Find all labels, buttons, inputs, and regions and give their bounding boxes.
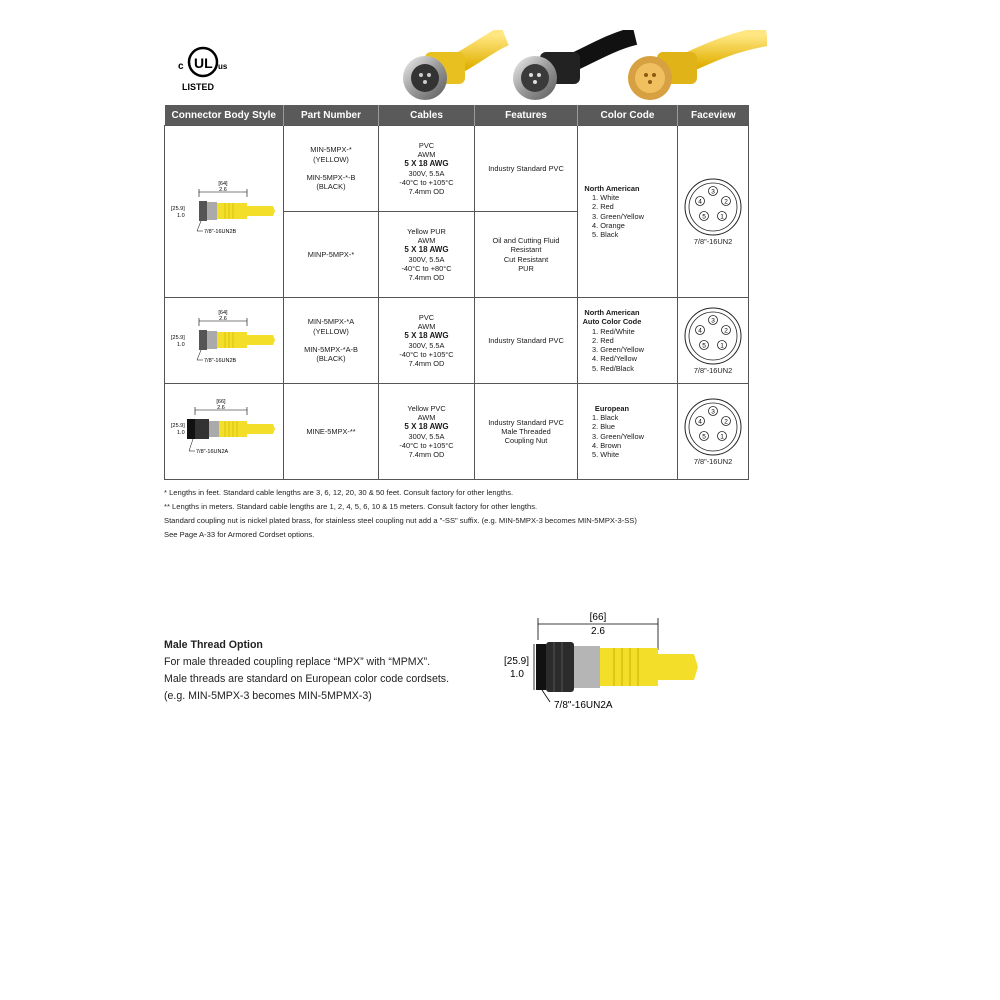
svg-text:LISTED: LISTED (182, 82, 215, 92)
cable-od: 7.4mm OD (408, 273, 445, 283)
svg-text:1.0: 1.0 (177, 342, 185, 349)
part-number: MIN-5MPX-*-B (306, 173, 356, 183)
svg-text:1: 1 (720, 342, 724, 350)
cable-material: PVC (418, 312, 435, 322)
svg-text:1.0: 1.0 (177, 213, 185, 220)
ul-listed-logo (172, 38, 234, 96)
cable-temp: -40°C to +80°C (401, 263, 452, 273)
color-code-cell (578, 384, 678, 480)
faceview-cell (678, 384, 749, 480)
svg-text:us: us (218, 62, 228, 71)
svg-text:[25.9]: [25.9] (171, 335, 185, 342)
feature-text: Cut Resistant (503, 254, 549, 264)
feature-text: Coupling Nut (504, 436, 548, 446)
color-code-subtitle: Auto Color Code (582, 317, 642, 327)
svg-text:[25.9]: [25.9] (504, 656, 530, 667)
header-connector-body-style: Connector Body Style (165, 105, 284, 126)
color-code-item: 3. Green/Yellow (592, 345, 644, 355)
cable-rating: AWM (417, 149, 436, 159)
color-code-item: 5. Black (592, 230, 619, 240)
svg-text:2: 2 (724, 418, 728, 426)
svg-text:7/8"-16UN2B: 7/8"-16UN2B (204, 358, 237, 365)
header-cables: Cables (379, 105, 475, 126)
faceview-cell (678, 298, 749, 384)
svg-text:7/8"-16UN2B: 7/8"-16UN2B (204, 229, 237, 236)
part-color: (BLACK) (316, 354, 346, 364)
cable-voltage: 300V, 5.5A (408, 431, 445, 441)
svg-text:1.0: 1.0 (510, 669, 524, 680)
part-number-cell (284, 212, 379, 298)
part-number: MINE-5MPX-** (306, 426, 356, 436)
svg-text:3: 3 (711, 408, 715, 416)
cable-voltage: 300V, 5.5A (408, 254, 445, 264)
part-color: (BLACK) (316, 182, 346, 192)
header-color-code: Color Code (578, 105, 678, 126)
connector-diagram-right-angle (169, 304, 279, 374)
faceview-label: 7/8"-16UN2 (693, 236, 733, 246)
part-number-cell (284, 384, 379, 480)
header-faceview: Faceview (678, 105, 749, 126)
color-code-item: 1. Red/White (592, 326, 635, 336)
male-thread-text: (e.g. MIN-5MPX-3 becomes MIN-5MPMX-3) (164, 690, 372, 702)
feature-text: Industry Standard PVC (488, 335, 564, 345)
svg-text:3: 3 (711, 317, 715, 325)
svg-text:3: 3 (711, 188, 715, 196)
feature-text: PUR (518, 263, 534, 273)
male-thread-option (164, 637, 449, 705)
table-header-row (165, 105, 749, 126)
color-code-item: 1. White (592, 192, 620, 202)
cable-od: 7.4mm OD (408, 359, 445, 369)
footnote: See Page A-33 for Armored Cordset options. (164, 530, 315, 539)
male-thread-text: Male threads are standard on European color code cordsets. (164, 673, 450, 685)
faceview-diagram (683, 306, 743, 366)
footnote: * Lengths in feet. Standard cable lengths are 3, 6, 12, 20, 30 & 50 feet. Consult factory for other lengths. (164, 488, 514, 497)
svg-text:4: 4 (698, 198, 702, 206)
feature-text: Oil and Cutting Fluid (492, 235, 560, 245)
features-cell (475, 298, 578, 384)
cables-cell (379, 212, 475, 298)
color-code-item: 1. Black (592, 412, 619, 422)
cables-cell (379, 298, 475, 384)
svg-text:[64]: [64] (218, 310, 228, 317)
svg-text:[64]: [64] (218, 181, 228, 188)
color-code-item: 4. Orange (592, 220, 625, 230)
footnotes (164, 486, 637, 542)
svg-text:1: 1 (720, 433, 724, 441)
color-code-item: 3. Green/Yellow (592, 431, 644, 441)
header-features: Features (475, 105, 578, 126)
feature-text: Resistant (510, 245, 542, 255)
svg-text:5: 5 (702, 213, 706, 221)
cables-cell (379, 384, 475, 480)
part-number: MIN-5MPX-*A (307, 317, 355, 327)
color-code-item: 3. Green/Yellow (592, 211, 644, 221)
male-thread-connector-diagram (496, 604, 700, 716)
faceview-diagram (683, 177, 743, 237)
color-code-item: 5. Red/Black (592, 363, 634, 373)
svg-text:7/8"-16UN2A: 7/8"-16UN2A (554, 700, 613, 711)
male-thread-heading: Male Thread Option (164, 639, 263, 651)
connector-spec-table (164, 105, 749, 480)
svg-text:2: 2 (724, 198, 728, 206)
svg-text:[66]: [66] (216, 399, 226, 406)
footnote: ** Lengths in meters. Standard cable lengths are 1, 2, 4, 5, 6, 10 & 15 meters. Consult factory for other lengths. (164, 502, 538, 511)
svg-text:[25.9]: [25.9] (171, 206, 185, 213)
connector-diagram-straight-female (169, 175, 279, 245)
faceview-label: 7/8"-16UN2 (693, 456, 733, 466)
table-row (165, 126, 749, 212)
svg-text:c: c (178, 61, 184, 72)
connector-diagram-male (169, 395, 279, 465)
cable-od: 7.4mm OD (408, 187, 445, 197)
footnote: Standard coupling nut is nickel plated brass, for stainless steel coupling nut add a "-SS" suffix. (e.g. MIN-5MPX-3 becomes MIN-5MPX-3-SS) (164, 516, 637, 525)
faceview-diagram (683, 397, 743, 457)
features-cell (475, 384, 578, 480)
feature-text: Male Threaded (501, 426, 551, 436)
svg-text:2.6: 2.6 (217, 405, 225, 412)
part-color: (YELLOW) (313, 154, 349, 164)
color-code-cell (578, 126, 678, 298)
color-code-title: North American (584, 307, 640, 317)
svg-text:2.6: 2.6 (591, 626, 605, 637)
color-code-item: 2. Blue (592, 422, 616, 432)
cable-voltage: 300V, 5.5A (408, 340, 445, 350)
svg-text:[66]: [66] (589, 612, 607, 623)
connector-photos (395, 30, 767, 105)
faceview-cell (678, 126, 749, 298)
svg-text:4: 4 (698, 418, 702, 426)
color-code-item: 2. Red (592, 335, 614, 345)
cable-rating: AWM (417, 412, 436, 422)
cable-temp: -40°C to +105°C (399, 177, 454, 187)
part-number-cell (284, 126, 379, 212)
cable-gauge: 5 X 18 AWG (404, 159, 449, 169)
svg-text:7/8"-16UN2A: 7/8"-16UN2A (196, 449, 229, 456)
svg-text:5: 5 (702, 433, 706, 441)
color-code-title: North American (584, 183, 640, 193)
svg-text:2.6: 2.6 (219, 316, 227, 323)
cable-gauge: 5 X 18 AWG (404, 422, 449, 432)
color-code-cell (578, 298, 678, 384)
svg-text:1: 1 (720, 213, 724, 221)
male-thread-text: For male threaded coupling replace “MPX” with “MPMX”. (164, 656, 431, 668)
part-color: (YELLOW) (313, 326, 349, 336)
svg-text:4: 4 (698, 327, 702, 335)
color-code-title: European (594, 403, 629, 413)
faceview-label: 7/8"-16UN2 (693, 365, 733, 375)
cable-temp: -40°C to +105°C (399, 349, 454, 359)
cable-material: Yellow PUR (407, 226, 446, 236)
svg-text:1.0: 1.0 (177, 430, 185, 437)
cable-material: Yellow PVC (407, 403, 446, 413)
cable-voltage: 300V, 5.5A (408, 168, 445, 178)
svg-text:2.6: 2.6 (219, 187, 227, 194)
cables-cell (379, 126, 475, 212)
cable-rating: AWM (417, 235, 436, 245)
part-number: MINP-5MPX-* (307, 249, 355, 259)
svg-text:[25.9]: [25.9] (171, 423, 185, 430)
cable-gauge: 5 X 18 AWG (404, 245, 449, 255)
svg-text:UL: UL (194, 55, 213, 71)
connector-diagram-cell (165, 298, 284, 384)
color-code-item: 4. Brown (592, 440, 622, 450)
cable-temp: -40°C to +105°C (399, 440, 454, 450)
features-cell (475, 212, 578, 298)
connector-diagram-cell (165, 126, 284, 298)
color-code-item: 5. White (592, 450, 620, 460)
color-code-item: 2. Red (592, 202, 614, 212)
table-row (165, 384, 749, 480)
part-number: MIN-5MPX-*A-B (304, 345, 358, 355)
table-row (165, 298, 749, 384)
cable-material: PVC (418, 140, 435, 150)
svg-text:2: 2 (724, 327, 728, 335)
connector-diagram-cell (165, 384, 284, 480)
feature-text: Industry Standard PVC (488, 163, 564, 173)
cable-rating: AWM (417, 321, 436, 331)
color-code-item: 4. Red/Yellow (592, 354, 637, 364)
header-part-number: Part Number (284, 105, 379, 126)
feature-text: Industry Standard PVC (488, 417, 564, 427)
svg-text:5: 5 (702, 342, 706, 350)
cable-od: 7.4mm OD (408, 450, 445, 460)
features-cell (475, 126, 578, 212)
part-number-cell (284, 298, 379, 384)
cable-gauge: 5 X 18 AWG (404, 331, 449, 341)
part-number: MIN-5MPX-* (310, 145, 352, 155)
